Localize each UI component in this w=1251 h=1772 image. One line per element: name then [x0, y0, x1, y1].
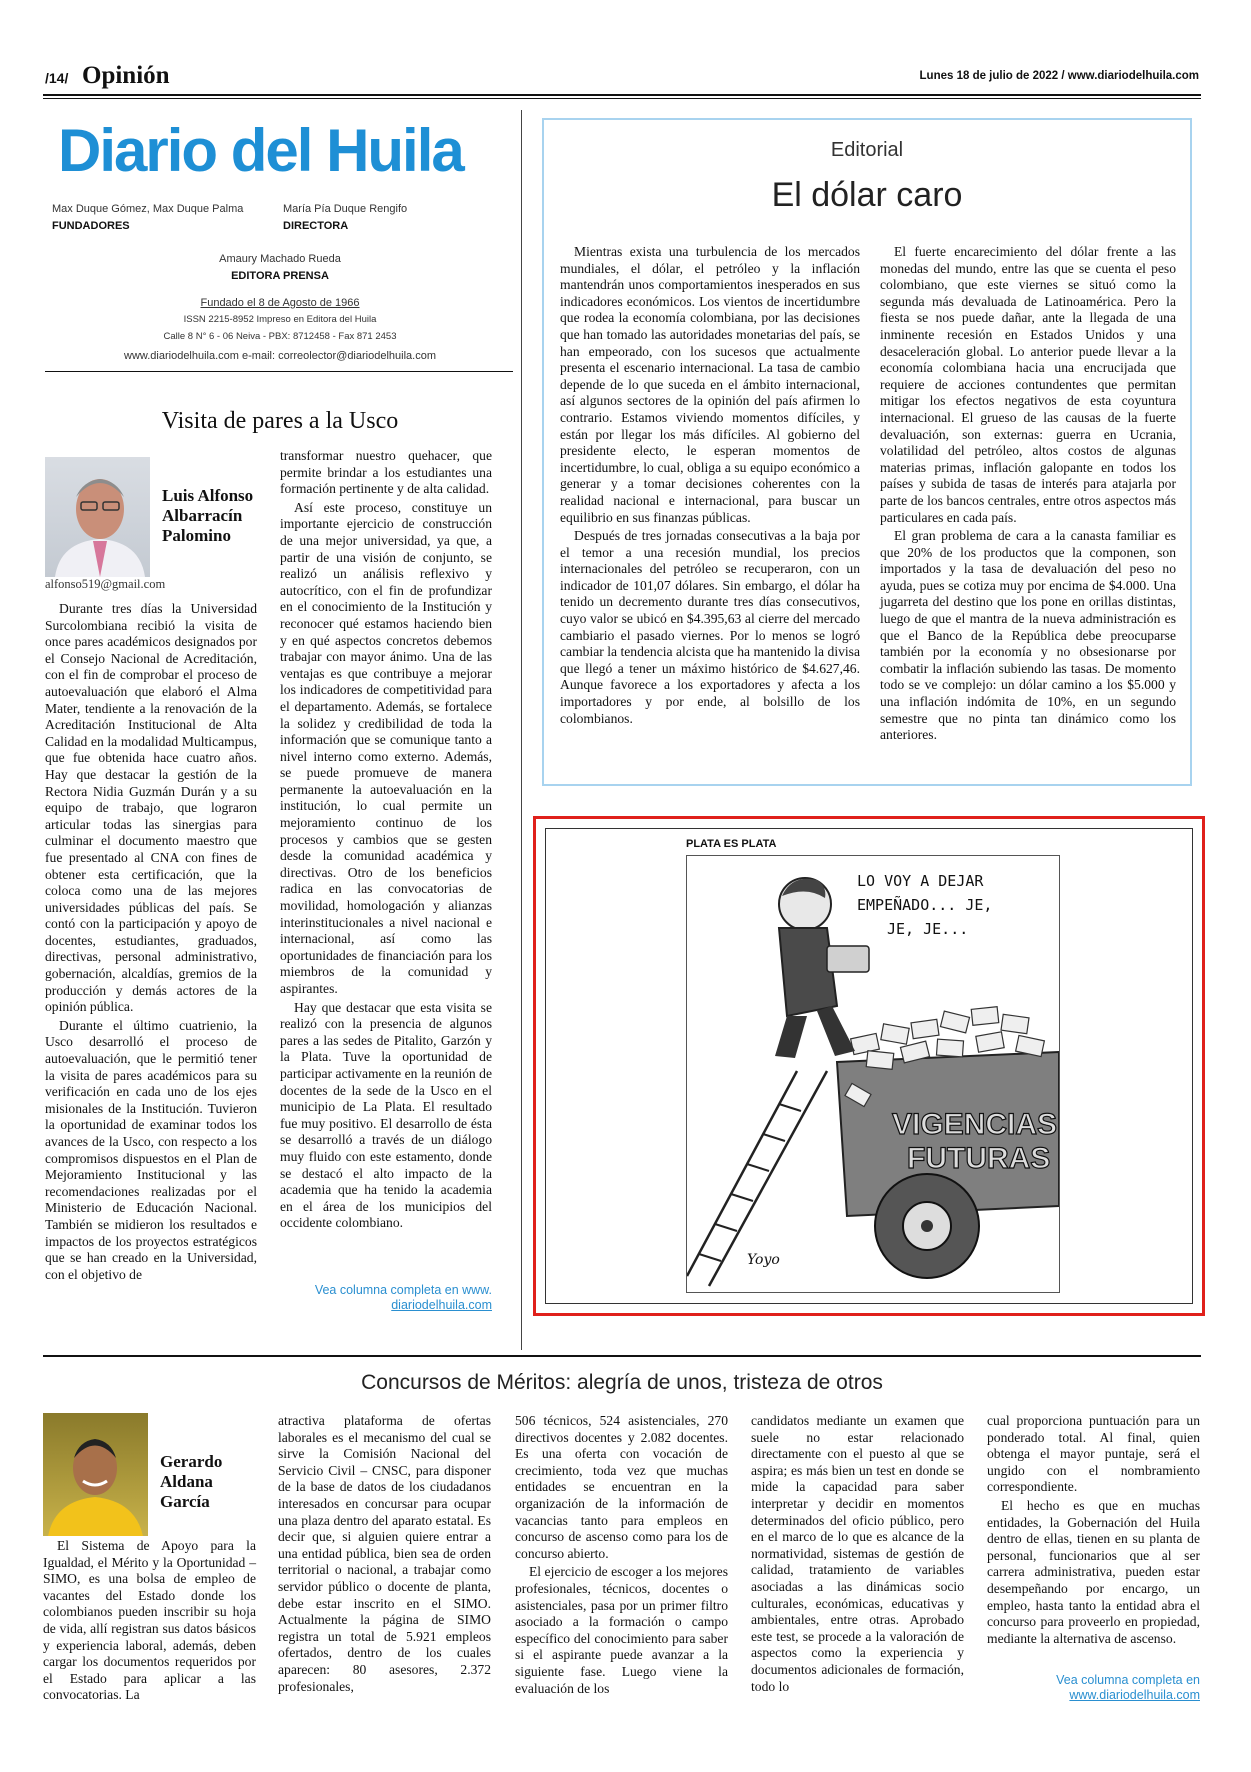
truck-text-2: FUTURAS — [907, 1142, 1051, 1175]
read-more-url[interactable]: diariodelhuila.com — [391, 1298, 492, 1312]
web-email: www.diariodelhuila.com e-mail: correolector@diariodelhuila.com — [124, 350, 436, 362]
paragraph: El Sistema de Apoyo para la Igualdad, el Mérito y la Oportunidad – SIMO, es una bolsa de empleo de vacantes del Estado donde los colombianos pueden inscribir su hoja de vida, allí registran sus datos básicos y experiencia laboral, además, deben cargar los documentos requeridos por el Estado para aplicar a las convocatorias. La — [43, 1538, 256, 1703]
paragraph: cual proporciona puntuación para un ponderado total. Al final, quien obtenga el mayor puntaje, será el ungido con el nombramiento correspondiente. — [987, 1413, 1200, 1495]
column2-text-a — [43, 1538, 256, 1706]
speech-line-1: LO VOY A DEJAR — [857, 872, 984, 890]
column1-text-a — [45, 601, 257, 1285]
column-divider — [521, 110, 522, 1350]
paragraph: El ejercicio de escoger a los mejores profesionales, técnicos, docentes o asistenciales, pasa por un primer filtro asociado a la formación o campo específico del conocimiento para saber si el aspirante puede avanzar a la siguiente fase. Luego viene la evaluación de los — [515, 1564, 728, 1696]
column-title: Visita de pares a la Usco — [161, 408, 399, 434]
paragraph: candidatos mediante un examen que suele no estar relacionado directamente con el puesto al que se aspira; es más bien un test en donde se mide la capacidad para saber interpretar y decidir en momentos determinados del oficio público, pero en el marco de lo que es alcance de la normatividad, sistemas de gestión de calidad, tratamiento de variables asociadas a las dinámicas socio culturales, económicas, educativas y ambientales, entre otras. Aprobado este test, se procede a la valoración de aspectos como la experiencia y documentos adicionales de formación, todo lo — [751, 1413, 964, 1694]
read-more-text: Vea columna completa en www. — [314, 1283, 492, 1297]
editorial-title: El dólar caro — [771, 176, 963, 214]
masthead-rule — [45, 371, 513, 372]
paragraph: transformar nuestro quehacer, que permite brindar a los estudiantes una formación pertinente y de alta calidad. — [280, 448, 492, 497]
read-more-link[interactable] — [280, 1283, 492, 1313]
paragraph: Hay que destacar que esta visita se realizó con la presencia de algunos pares a las sedes de Pitalito, Garzón y la Plata. Tuve la oportunidad de participar activamente en la reunión de docentes de la sede de la Usco en el municipio de La Plata. El resultado fue muy positivo. El desarrollo de ésta se desarrolló a través de un diálogo muy fluido con este estamento, donde se destacó el alto impacto de la academia que ha tenido la academia en el área de los municipios del occidente colombiano. — [280, 999, 492, 1231]
paragraph: Después de tres jornadas consecutivas a la baja por el temor a una recesión mundial, los precios internacionales del petróleo se recuperaron, con un indicador de 101,07 dólares. Sin embargo, el dólar ha tenido un decremento durante tres días consecutivos, cuyo valor se ubicó en $4.395,63 al cierre del mercado cambiario el pasado viernes. Por lo menos se logró cambiar la tendencia alcista que ha mantenido la divisa que llegó a tener un máximo histórico de $4.627,46. Aunque favorece a los exportadores y afecta a los importadores y por ende, al bolsillo de los colombianos. — [560, 528, 860, 726]
issn: ISSN 2215-8952 Impreso en Editora del Huila — [183, 314, 377, 325]
section-title: Opinión — [82, 62, 170, 89]
founded-date: Fundado el 8 de Agosto de 1966 — [200, 297, 360, 309]
paragraph: atractiva plataforma de ofertas laborales es el mecanismo del cual se sirve la Comisión Nacional del Servicio Civil – CNSC, para disponer de la base de datos de los ciudadanos interesados en concursar para ocupar una plaza dentro del aparato estatal. Es decir que, si alguien quiere entrar a una entidad pública, bien sea de orden territorial o nacional, a trabajar como servidor público o docente de planta, debe estar inscrito en el SIMO. Actualmente la página de SIMO registra un total de 5.921 empleos ofertados, dentro de los cuales aparecen: 80 asesores, 2.372 profesionales, — [278, 1413, 491, 1694]
speech-line-2: EMPEÑADO... JE, — [857, 896, 993, 914]
paragraph: Durante tres días la Universidad Surcolombiana recibió la visita de once pares académicos designados por el Consejo Nacional de Acreditación, con el fin de comprobar el proceso de autoevaluación que elaboró el Alma Mater, tendiente a la renovación de la Acreditación Institucional de Alta Calidad en la modalidad Multicampus, que fue obtenida hace cuatro años. Hay que destacar la gestión de la Rectora Nidia Guzmán Durán y a su equipo de trabajo, que lograron articular todas las sinergias para culminar el documento maestro que fue presentado al CNA con fines de obtener esta certificación, que la coloca como una de las mejores universidades públicas del país. Se contó con la participación y apoyo de docentes, estudiantes, graduados, directivas, personal administrativo, gobernación, alcaldías, gremios de la producción y demás actores de la opinión pública. — [45, 601, 257, 1015]
editorial-kicker: Editorial — [830, 139, 904, 161]
column2-text-d — [751, 1413, 964, 1697]
author-email: alfonso519@gmail.com — [45, 577, 166, 591]
header-rule-thin — [43, 98, 1201, 99]
bottom-rule — [43, 1355, 1201, 1357]
column2-text-c — [515, 1413, 728, 1699]
editorial-text-b — [880, 244, 1176, 746]
read-more-text: Vea columna completa en — [1056, 1673, 1200, 1687]
column1-text-b — [280, 448, 492, 1234]
author-photo — [45, 457, 150, 577]
paragraph: El gran problema de cara a la canasta familiar es que 20% de los productos que la componen, son importados y la tasa de devaluación del peso no ayuda, pues se cotiza muy por encima de $4.000. Una jugarreta del destino que los pone en orillas distintas, luego de que el mantra de la nueva administración es que el Banco de la República debe preocuparse también por la economía y no obsesionarse por combatir la inflación subiendo las tasas. De momento todo se ve complejo: un dólar camino a los $5.000 y una inflación indómita de 10%, en un segundo semestre que no pinta tan dinámico como los anteriores. — [880, 528, 1176, 743]
header-rule — [43, 94, 1201, 96]
read-more-url[interactable]: www.diariodelhuila.com — [1069, 1688, 1200, 1702]
column2-text-b — [278, 1413, 491, 1697]
date-website: Lunes 18 de julio de 2022 / www.diariodelhuila.com — [919, 70, 1199, 82]
column2-text-e — [987, 1413, 1200, 1649]
page-number: /14/ — [45, 70, 69, 86]
founders-role: FUNDADORES — [52, 220, 130, 232]
column2-title: Concursos de Méritos: alegría de unos, tristeza de otros — [361, 1371, 883, 1394]
paragraph: Durante el último cuatrienio, la Usco desarrolló el proceso de autoevaluación, que le permitió tener la visita de pares académicos para su verificación en cada uno de los ejes misionales de la Institución. Tuvieron la oportunidad de examinar todos los avances de la Usco, con respecto a los compromisos dispuestos en el Plan de Mejoramiento Institucional y las recomendaciones realizadas por el Ministerio de Educación Nacional. También se midieron los resultados e impactos de los proyectos estratégicos que se han creado en la Universidad, con el objetivo de — [45, 1017, 257, 1282]
truck-text-1: VIGENCIAS — [892, 1108, 1058, 1141]
cartoon-drawing — [686, 855, 1060, 1293]
editor-name: Amaury Machado Rueda — [219, 253, 341, 265]
cartoonist-signature: Yoyo — [747, 1252, 780, 1268]
author-name: Luis Alfonso Albarracín Palomino — [162, 486, 254, 545]
director-role: DIRECTORA — [283, 220, 349, 232]
speech-line-3: JE, JE... — [887, 920, 969, 938]
paragraph: Así este proceso, constituye un importante ejercicio de construcción de una mejor universidad, ya que, a partir de una visión de conjunto, se realizó un análisis reflexivo y autocrítico, con el fin de profundizar en el conocimiento de la Institución y reconocer qué estamos haciendo bien y en qué aspectos concretos debemos trabajar con mayor ánimo. Una de las ventajas es que contribuye a mejorar los indicadores de competitividad para el departamento. Además, se fortalece la solidez y credibilidad de toda la información que se comunique tanto a nivel interno como externo. Además, se puede promueve de manera permanente la autoevaluación en la institución, lo cual permite un mejoramiento continuo de los procesos y cambios que se gesten desde la comunidad académica y directivas. Otro de los beneficios radica en las convocatorias de movilidad, homologación y alianzas interinstitucionales a nivel nacional e internacional, así como las oportunidades de financiación para los miembros de la comunidad y aspirantes. — [280, 499, 492, 996]
paragraph: Mientras exista una turbulencia de los mercados mundiales, el dólar, el petróleo y la inflación mantendrán unos comportamientos inesperados en sus indicadores económicos. Los vientos de incertidumbre que rodea la economía colombiana, por las decisiones que han tomado las autoridades monetarias del país, se han empeorado, con los sucesos que actualmente presenta el escenario internacional. La tasa de cambio depende de lo que suceda en el ámbito internacional, así algunos sectores de la opinión del país afirmen lo contrario. Estamos viviendo momentos difíciles, y están por llegar los más difíciles. Al gobierno del presidente electo, le esperan momentos de incertidumbre, lo cual, obliga a su equipo económico a generar y a tomar decisiones coherentes con la realidad nacional e internacional, para buscar un equilibrio en sus finanzas públicas. — [560, 244, 860, 525]
author-name: Gerardo Aldana García — [160, 1452, 223, 1511]
newspaper-logo: Diario del Huila — [58, 117, 463, 184]
read-more-link[interactable] — [987, 1673, 1200, 1703]
director-name: María Pía Duque Rengifo — [283, 203, 408, 215]
paragraph: El hecho es que en muchas entidades, la Gobernación del Huila dentro de ellas, tienen en su planta de personal, funcionarios que al ser carrera administrativa, pueden estar desempeñando por encargo, un empleo, hasta tanto la entidad abra el concurso para proveerlo en propiedad, mediante la alternativa de ascenso. — [987, 1497, 1200, 1646]
cartoon-caption: PLATA ES PLATA — [686, 838, 777, 850]
editor-role: EDITORA PRENSA — [231, 270, 329, 282]
address: Calle 8 N° 6 - 06 Neiva - PBX: 8712458 - Fax 871 2453 — [163, 331, 397, 342]
editorial-text-a — [560, 244, 860, 729]
founders-names: Max Duque Gómez, Max Duque Palma — [52, 203, 244, 215]
paragraph: El fuerte encarecimiento del dólar frente a las monedas del mundo, entre las que se cuenta el peso colombiano, que este viernes se situó como la segunda más devaluada de Latinoamérica. Pero la fiesta se nos puede dañar, ante la llegada de una inminente recesión en Estados Unidos y una desaceleración global. Lo anterior puede llevar a la economía colombiana hacia una encrucijada que requiere de acciones contundentes que permitan mitigar los efectos negativos de esta coyuntura internacional. El grueso de las causas de la fuerte devaluación, son externas: guerra en Ucrania, volatilidad del petróleo, altos costos de algunas materias primas, inflación galopante en todos los países y subida de tasas de interés para atajarla por parte de los bancos centrales, entre otros aspectos más particulares en cada país. — [880, 244, 1176, 525]
author-photo — [43, 1413, 148, 1536]
paragraph: 506 técnicos, 524 asistenciales, 270 directivos docentes y 2.082 docentes. Es una oferta con vocación de crecimiento, toda vez que muchas entidades se encuentran en la organización de la información de vacancias tanto para empleos en concurso de ascenso como para los de concurso abierto. — [515, 1413, 728, 1561]
